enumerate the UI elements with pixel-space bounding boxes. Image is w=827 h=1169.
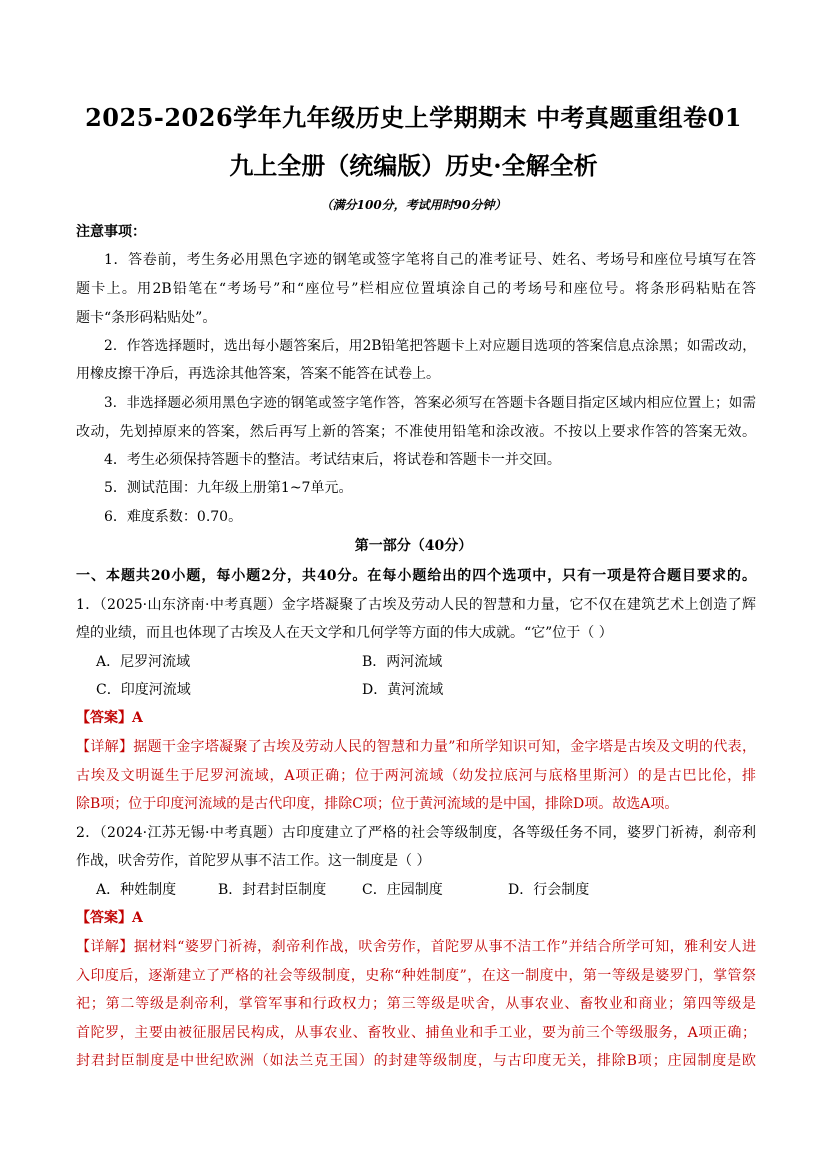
notice-line: 改动，先划掉原来的答案，然后再写上新的答案；不准使用铅笔和涂改液。不按以上要求作答的答案无效。 — [76, 424, 756, 440]
section-instruction: 一、本题共20小题，每小题2分，共40分。在每小题给出的四个选项中，只有一项是符合题目要求的。 — [76, 568, 756, 584]
q1-option-c: C．印度河流域 — [96, 682, 191, 698]
notice-heading: 注意事项： — [76, 224, 146, 240]
notice-line: 5．测试范围：九年级上册第1~7单元。 — [104, 480, 353, 496]
q1-detail: 除B项；位于印度河流域的是古代印度，排除C项；位于黄河流域的是中国，排除D项。故选A项。 — [76, 796, 679, 812]
q1-stem: 煌的业绩，而且也体现了古埃及人在天文学和几何学等方面的伟大成就。“它”位于（ ） — [76, 625, 613, 641]
q1-option-a: A．尼罗河流域 — [96, 654, 191, 670]
notice-line: 1．答卷前，考生务必用黑色字迹的钢笔或签字笔将自己的准考证号、姓名、考场号和座位号填写在答 — [104, 252, 756, 268]
q1-answer: 【答案】A — [76, 710, 143, 726]
q2-stem: 作战，吠舍劳作，首陀罗从事不洁工作。这一制度是（ ） — [76, 853, 431, 869]
q2-option-b: B．封君封臣制度 — [218, 882, 327, 898]
q2-detail: 首陀罗，主要由被征服居民构成，从事农业、畜牧业、捕鱼业和手工业，要为前三个等级服务，A项正确； — [76, 1025, 756, 1041]
q1-option-d: D．黄河流域 — [362, 682, 444, 698]
part-heading: 第一部分（40分） — [354, 538, 473, 554]
title-line-1: 2025-2026学年九年级历史上学期期末 中考真题重组卷01 — [85, 103, 742, 132]
q2-detail: 祀；第二等级是刹帝利，掌管军事和行政权力；第三等级是吠舍，从事农业、畜牧业和商业；第四等级是 — [76, 996, 756, 1012]
notice-line: 6．难度系数：0.70。 — [104, 509, 243, 525]
q1-detail: 【详解】据题干金字塔凝聚了古埃及劳动人民的智慧和力量”和所学知识可知，金字塔是古埃及文明的代表， — [76, 739, 756, 755]
q1-stem: 1．（2025·山东济南·中考真题）金字塔凝聚了古埃及劳动人民的智慧和力量，它不仅在建筑艺术上创造了辉 — [76, 597, 756, 613]
q1-option-b: B．两河流域 — [362, 654, 443, 670]
q2-option-a: A．种姓制度 — [96, 882, 177, 898]
notice-line: 4．考生必须保持答题卡的整洁。考试结束后，将试卷和答题卡一并交回。 — [104, 452, 561, 468]
exam-subtitle: （满分100分，考试用时90分钟） — [320, 198, 507, 212]
q2-stem: 2．（2024·江苏无锡·中考真题）古印度建立了严格的社会等级制度，各等级任务不同，婆罗门祈祷，刹帝利 — [76, 825, 756, 841]
notice-line: 2．作答选择题时，选出每小题答案后，用2B铅笔把答题卡上对应题目选项的答案信息点涂黑；如需改动， — [104, 338, 756, 354]
notice-line: 3．非选择题必须用黑色字迹的钢笔或签字笔作答，答案必须写在答题卡各题目指定区域内相应位置上；如需 — [104, 395, 756, 411]
q2-detail: 入印度后，逐渐建立了严格的社会等级制度，史称“种姓制度”，在这一制度中，第一等级是婆罗门，掌管祭 — [76, 968, 756, 984]
q2-detail: 【详解】据材料“婆罗门祈祷，刹帝利作战，吠舍劳作，首陀罗从事不洁工作”并结合所学可知，雅利安人进 — [76, 939, 756, 955]
q2-option-d: D．行会制度 — [508, 882, 590, 898]
q2-answer: 【答案】A — [76, 910, 143, 926]
q1-detail: 古埃及文明诞生于尼罗河流域，A项正确；位于两河流域（幼发拉底河与底格里斯河）的是古巴比伦，排 — [76, 768, 756, 784]
q2-detail: 封君封臣制度是中世纪欧洲（如法兰克王国）的封建等级制度，与古印度无关，排除B项；庄园制度是欧 — [76, 1053, 756, 1069]
q2-option-c: C．庄园制度 — [362, 882, 443, 898]
notice-line: 题卡上。用2B铅笔在“考场号”和“座位号”栏相应位置填涂自己的考场号和座位号。将条形码粘贴在答 — [76, 281, 756, 297]
title-line-2: 九上全册（统编版）历史·全解全析 — [229, 151, 598, 180]
notice-line: 题卡“条形码粘贴处”。 — [76, 310, 217, 326]
notice-line: 用橡皮擦干净后，再选涂其他答案，答案不能答在试卷上。 — [76, 366, 440, 382]
